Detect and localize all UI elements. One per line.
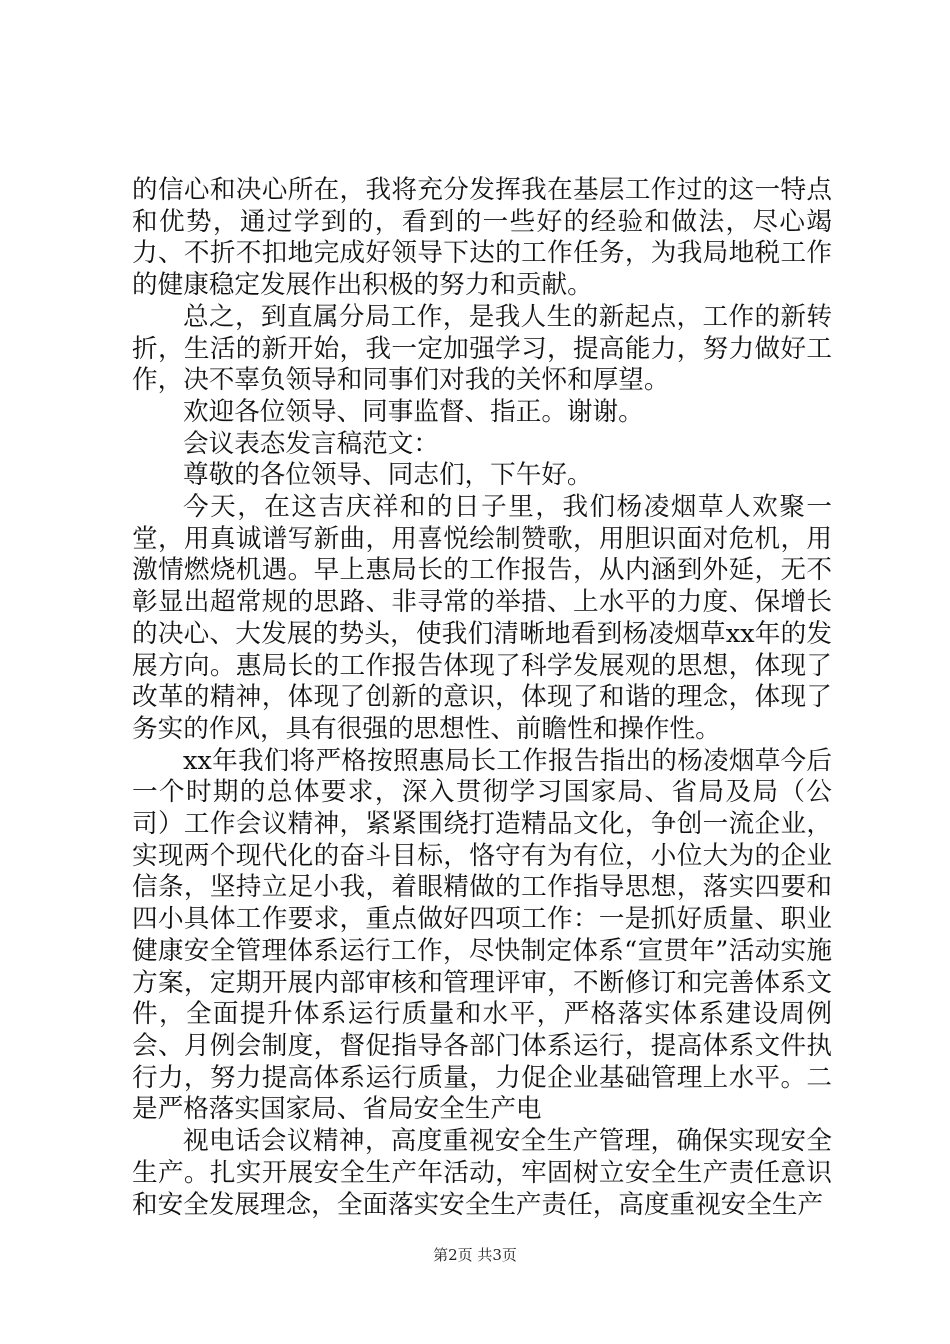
document-body (132, 175, 832, 1221)
paragraph-2: 总之，到直属分局工作，是我人生的新起点，工作的新转折，生活的新开始，我一定加强学习，提高能力，努力做好工作，决不辜负领导和同事们对我的关怀和厚望。 (132, 301, 832, 396)
paragraph-3: 欢迎各位领导、同事监督、指正。谢谢。 (183, 396, 644, 427)
page-footer (0, 1245, 950, 1265)
paragraph-6: 今天，在这吉庆祥和的日子里，我们杨凌烟草人欢聚一堂，用真诚谱写新曲，用喜悦绘制赞歌，用胆识面对危机，用激情燃烧机遇。早上惠局长的工作报告，从内涵到外延，无不彰显出超常规的思路、非寻常的举措、上水平的力度、保增长的决心、大发展的势头，使我们清晰地看到杨凌烟草xx年的发展方向。惠局长的工作报告体现了科学发展观的思想，体现了改革的精神，体现了创新的意识，体现了和谐的理念，体现了务实的作风，具有很强的思想性、前瞻性和操作性。 (132, 492, 832, 744)
paragraph-5: 尊敬的各位领导、同志们，下午好。 (183, 460, 593, 491)
page-number-label: 第2页 共3页 (433, 1246, 517, 1264)
paragraph-4: 会议表态发言稿范文： (183, 428, 439, 459)
paragraph-8: 视电话会议精神，高度重视安全生产管理，确保实现安全生产。扎实开展安全生产年活动，牢固树立安全生产责任意识和安全发展理念，全面落实安全生产责任，高度重视安全生产 (132, 1126, 832, 1220)
paragraph-1: 的信心和决心所在，我将充分发挥我在基层工作过的这一特点和优势，通过学到的，看到的一些好的经验和做法，尽心竭力、不折不扣地完成好领导下达的工作任务，为我局地税工作的健康稳定发展作出积极的努力和贡献。 (132, 175, 832, 301)
paragraph-7: xx年我们将严格按照惠局长工作报告指出的杨凌烟草今后一个时期的总体要求，深入贯彻学习国家局、省局及局（公司）工作会议精神，紧紧围绕打造精品文化，争创一流企业，实现两个现代化的奋斗目标，恪守有为有位，小位大为的企业信条，坚持立足小我，着眼精做的工作指导思想，落实四要和四小具体工作要求，重点做好四项工作：一是抓好质量、职业健康安全管理体系运行工作，尽快制定体系“宣贯年”活动实施方案，定期开展内部审核和管理评审，不断修订和完善体系文件，全面提升体系运行质量和水平，严格落实体系建设周例会、月例会制度，督促指导各部门体系运行，提高体系文件执行力，努力提高体系运行质量，力促企业基础管理上水平。二是严格落实国家局、省局安全生产电 (132, 745, 832, 1125)
